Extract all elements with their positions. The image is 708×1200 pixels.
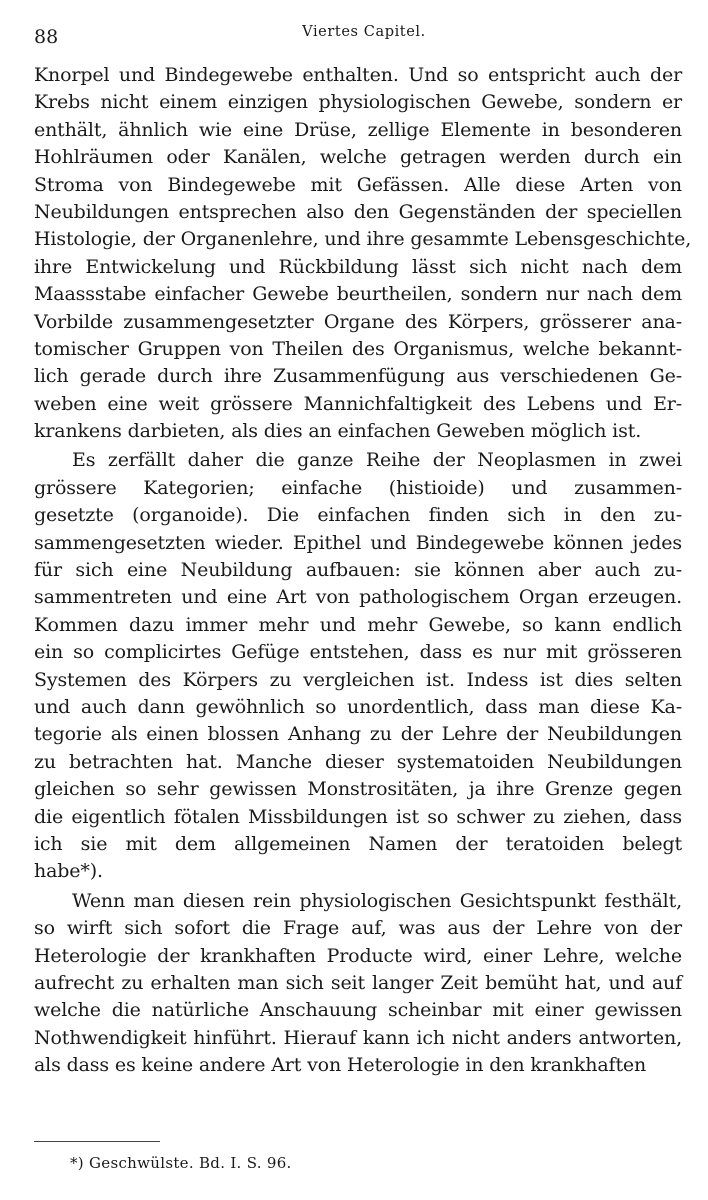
text-line: Neubildungen entsprechen also den Gegenständen der speciellen [34, 200, 682, 223]
page-number: 88 [34, 26, 59, 48]
text-line: sammentreten und eine Art von pathologischem Organ erzeugen. [34, 586, 682, 609]
text-line: Wenn man diesen rein physiologischen Gesichtspunkt festhält, [72, 889, 682, 912]
text-line: sammengesetzten wieder. Epithel und Bindegewebe können jedes [34, 531, 682, 554]
text-line: Kommen dazu immer mehr und mehr Gewebe, so kann endlich [34, 613, 682, 636]
text-line: Systemen des Körpers zu vergleichen ist. Indess ist dies selten [34, 668, 682, 691]
paragraph [34, 62, 692, 445]
text-line: habe*). [34, 860, 103, 883]
text-line: Stroma von Bindegewebe mit Gefässen. Alle diese Arten von [34, 173, 682, 196]
text-line: weben eine weit grössere Mannichfaltigkeit des Lebens und Er- [34, 392, 682, 415]
page-header [34, 22, 674, 52]
text-line: als dass es keine andere Art von Heterologie in den krankhaften [34, 1054, 647, 1077]
text-line: Hohlräumen oder Kanälen, welche getragen werden durch ein [34, 146, 682, 169]
text-line: Es zerfällt daher die ganze Reihe der Neoplasmen in zwei [72, 449, 682, 472]
text-line: ihre Entwickelung und Rückbildung lässt sich nicht nach dem [34, 255, 682, 278]
text-line: welche die natürliche Anschauung scheinbar mit einer gewissen [34, 999, 682, 1022]
text-line: gesetzte (organoide). Die einfachen finden sich in den zu- [34, 504, 682, 527]
text-line: Nothwendigkeit hinführt. Hierauf kann ich nicht anders antworten, [34, 1026, 682, 1049]
text-line: lich gerade durch ihre Zusammenfügung aus verschiedenen Ge- [34, 365, 682, 388]
footnote-rule [34, 1141, 160, 1142]
paragraph [34, 447, 682, 885]
text-line: Histologie, der Organenlehre, und ihre gesammte Lebensgeschichte, [34, 228, 692, 251]
text-line: Maassstabe einfacher Gewebe beurtheilen, sondern nur nach dem [34, 283, 682, 306]
text-line: gleichen so sehr gewissen Monstrositäten, ja ihre Grenze gegen [34, 778, 682, 801]
text-line: enthält, ähnlich wie eine Drüse, zellige Elemente in besonderen [34, 118, 682, 141]
text-line: zu betrachten hat. Manche dieser systematoiden Neubildungen [34, 750, 682, 773]
text-line: grössere Kategorien; einfache (histioide) und zusammen- [34, 476, 682, 499]
text-line: so wirft sich sofort die Frage auf, was aus der Lehre von der [34, 917, 682, 940]
text-line: ich sie mit dem allgemeinen Namen der teratoiden belegt [34, 832, 682, 855]
text-line: tegorie als einen blossen Anhang zu der Lehre der Neubildungen [34, 723, 682, 746]
text-line: und auch dann gewöhnlich so unordentlich, dass man diese Ka- [34, 695, 682, 718]
text-line: Vorbilde zusammengesetzter Organe des Körpers, grösserer ana- [34, 310, 682, 333]
footnote: *) Geschwülste. Bd. I. S. 96. [70, 1154, 292, 1172]
text-line: die eigentlich fötalen Missbildungen ist so schwer zu ziehen, dass [34, 805, 682, 828]
text-line: Heterologie der krankhaften Producte wird, einer Lehre, welche [34, 944, 682, 967]
text-line: für sich eine Neubildung aufbauen: sie können aber auch zu- [34, 559, 682, 582]
text-line: aufrecht zu erhalten man sich seit langer Zeit bemüht hat, und auf [34, 971, 682, 994]
body-text [34, 62, 692, 1079]
paragraph [34, 888, 682, 1080]
text-line: Knorpel und Bindegewebe enthalten. Und so entspricht auch der [34, 64, 682, 86]
text-line: ein so complicirtes Gefüge entstehen, dass es nur mit grösseren [34, 641, 682, 664]
text-line: Krebs nicht einem einzigen physiologischen Gewebe, sondern er [34, 91, 682, 114]
text-line: krankens darbieten, als dies an einfachen Geweben möglich ist. [34, 420, 642, 443]
text-line: tomischer Gruppen von Theilen des Organismus, welche bekannt- [34, 337, 682, 360]
running-head: Viertes Capitel. [302, 24, 426, 40]
